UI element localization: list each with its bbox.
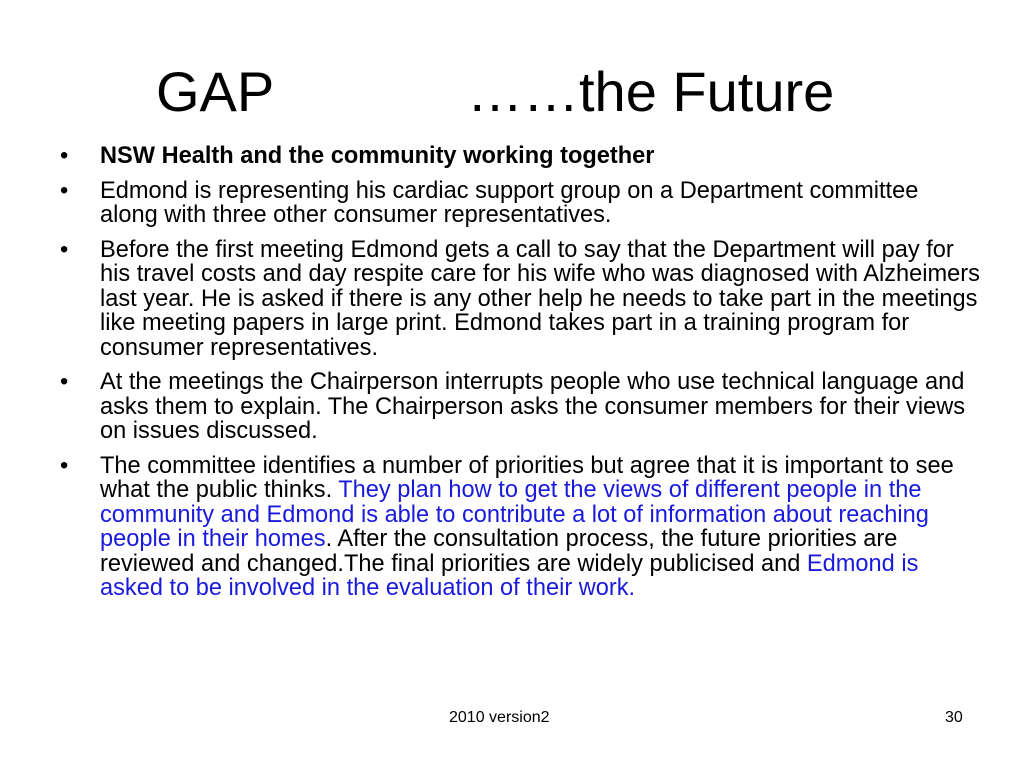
bullet-item bbox=[52, 179, 982, 228]
bullet-dot: • bbox=[60, 177, 69, 204]
bullet-dot: • bbox=[60, 143, 69, 169]
bullet-item bbox=[52, 454, 982, 601]
title-the-future: ……the Future bbox=[467, 60, 835, 123]
bullet-dot: • bbox=[60, 236, 69, 263]
bullet-text: . After the consultation process, the future priorities are reviewed and changed.The final priorities are widely publicised and bbox=[100, 526, 898, 577]
bullet-text-heading: NSW Health and the community working together bbox=[100, 143, 655, 169]
slide-title bbox=[0, 52, 1024, 132]
bullet-text-highlight: They plan how to get the views of different people in the community and Edmond is able to contribute a lot of information about reaching people in their homes bbox=[100, 477, 929, 552]
bullet-text: Before the first meeting Edmond gets a call to say that the Department will pay for his travel costs and day respite care for his wife who was diagnosed with Alzheimers last year. He is asked if there is any other help he needs to take part in the meetings like meeting papers in large print. Edmond takes part in a training program for consumer representatives. bbox=[100, 236, 980, 361]
bullet-dot: • bbox=[60, 369, 69, 395]
bullet-text: At the meetings the Chairperson interrupts people who use technical language and asks them to explain. The Chairperson asks the consumer members for their views on issues discussed. bbox=[100, 369, 966, 444]
page-number: 30 bbox=[945, 709, 963, 726]
bullet-dot: • bbox=[60, 452, 69, 479]
bullet-text: Edmond is representing his cardiac support group on a Department committee along with three other consumer representatives. bbox=[100, 177, 919, 228]
bullet-text-highlight: Edmond is asked to be involved in the evaluation of their work. bbox=[100, 550, 919, 601]
footer-version: 2010 version2 bbox=[449, 709, 550, 726]
bullet-item bbox=[52, 238, 982, 361]
bullet-item bbox=[52, 370, 982, 444]
title-gap: GAP bbox=[156, 60, 275, 123]
bullet-text: The committee identifies a number of priorities but agree that it is important to see what the public thinks. bbox=[100, 452, 954, 503]
bullet-item bbox=[52, 144, 982, 169]
bullet-list bbox=[52, 144, 982, 611]
